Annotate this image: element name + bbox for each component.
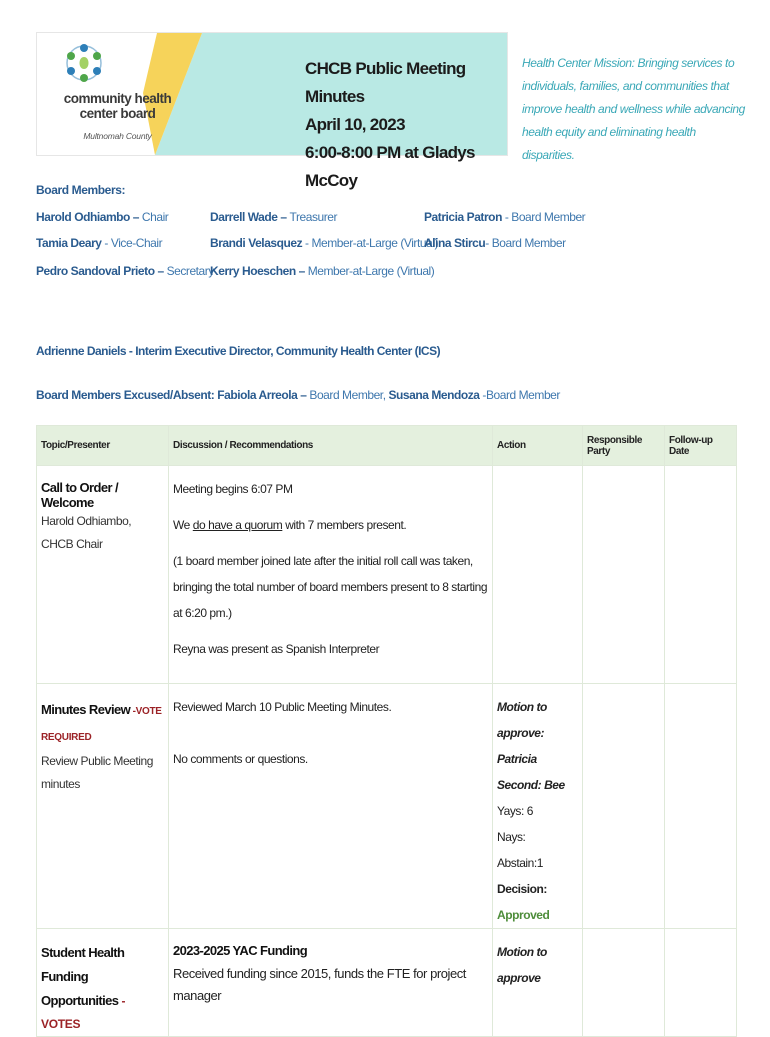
topic-cell: Minutes Review -VOTE REQUIRED Review Public Meeting minutes (37, 684, 169, 929)
col-topic-presenter: Topic/Presenter (37, 426, 169, 466)
col-follow-up-date: Follow-up Date (665, 426, 737, 466)
title-line-2: April 10, 2023 (305, 115, 405, 134)
action-cell (493, 466, 583, 684)
col-discussion: Discussion / Recommendations (169, 426, 493, 466)
table-row (37, 466, 737, 684)
meeting-title (305, 55, 507, 195)
topic-cell: Student Health Funding Opportunities - VOTES (37, 929, 169, 1037)
decision-approved: Approved (497, 908, 550, 922)
member-tamia: Tamia Deary - Vice-Chair (36, 236, 163, 250)
member-patricia: Patricia Patron - Board Member (424, 210, 586, 224)
member-pedro: Pedro Sandoval Prieto – Secretary (36, 264, 214, 278)
minutes-table (36, 425, 737, 1037)
title-line-1: CHCB Public Meeting Minutes (305, 59, 466, 106)
responsible-cell (583, 684, 665, 929)
followup-cell (665, 684, 737, 929)
title-line-3: 6:00-8:00 PM at Gladys McCoy (305, 143, 475, 190)
followup-cell (665, 929, 737, 1037)
table-header-row (37, 426, 737, 466)
action-cell: Motion to approve: Patricia Second: Bee Yays: 6 Nays: Abstain:1 Decision: Approved (493, 684, 583, 929)
table-row (37, 929, 737, 1037)
col-action: Action (493, 426, 583, 466)
discussion-cell: Meeting begins 6:07 PM We do have a quorum with 7 members present. (1 board member joined late after the initial roll call was taken, bringing the total number of board members present to 8 starting at 6:20 pm.) Reyna was present as Spanish Interpreter (169, 466, 493, 684)
discussion-cell: 2023-2025 YAC Funding Received funding since 2015, funds the FTE for project manager (169, 929, 493, 1037)
topic-cell: Call to Order / Welcome Harold Odhiambo, CHCB Chair (37, 466, 169, 684)
board-members-heading: Board Members: (36, 183, 126, 197)
executive-director: Adrienne Daniels - Interim Executive Director, Community Health Center (ICS) (36, 344, 441, 358)
excused-members: Board Members Excused/Absent: Fabiola Arreola – Board Member, Susana Mendoza -Board Member (36, 388, 560, 402)
member-alina: Alina Stircu- Board Member (424, 236, 566, 250)
member-brandi: Brandi Velasquez - Member-at-Large (Virtual) (210, 236, 439, 250)
col-responsible-party: Responsible Party (583, 426, 665, 466)
mission-statement: Health Center Mission: Bringing services to individuals, families, and communities that improve health and wellness while advancing health equity and eliminating health disparities. (522, 56, 745, 162)
member-darrell: Darrell Wade – Treasurer (210, 210, 338, 224)
discussion-cell: Reviewed March 10 Public Meeting Minutes. No comments or questions. (169, 684, 493, 929)
member-kerry: Kerry Hoeschen – Member-at-Large (Virtual) (210, 264, 435, 278)
org-subtitle: Multnomah County (83, 131, 152, 141)
responsible-cell (583, 466, 665, 684)
org-name: community health center board (63, 91, 172, 121)
responsible-cell (583, 929, 665, 1037)
member-harold: Harold Odhiambo – Chair (36, 210, 169, 224)
table-row (37, 684, 737, 929)
followup-cell (665, 466, 737, 684)
action-cell: Motion to approve (493, 929, 583, 1037)
